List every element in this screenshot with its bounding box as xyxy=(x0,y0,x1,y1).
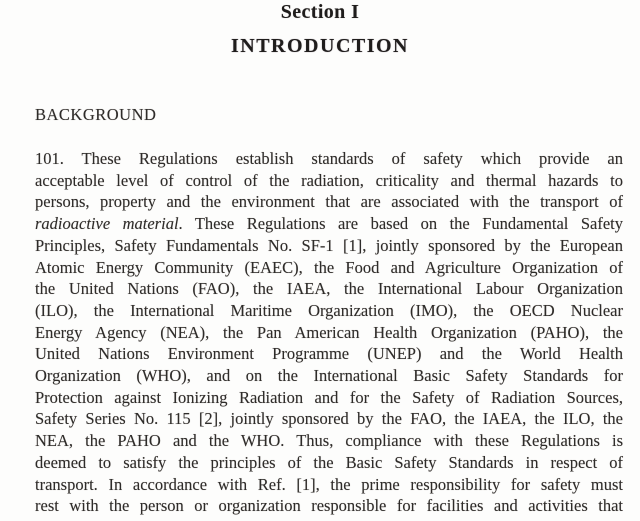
text-line: radioactive material. These Regulations are based on the Fundamental Safety xyxy=(35,214,623,234)
text-line: Atomic Energy Community (EAEC), the Food and Agriculture Organization of xyxy=(35,257,623,277)
paragraph-101 xyxy=(35,148,623,517)
text-line: Principles, Safety Fundamentals No. SF-1 [1], jointly sponsored by the European xyxy=(35,235,623,255)
text-line: NEA, the PAHO and the WHO. Thus, compliance with these Regulations is xyxy=(35,431,623,451)
text-line: acceptable level of control of the radiation, criticality and thermal hazards to xyxy=(35,170,623,190)
text-line: Safety Series No. 115 [2], jointly sponsored by the FAO, the IAEA, the ILO, the xyxy=(35,409,623,429)
chapter-heading: INTRODUCTION xyxy=(230,35,410,57)
text-line: Energy Agency (NEA), the Pan American Health Organization (PAHO), the xyxy=(35,322,623,342)
text-line: Protection against Ionizing Radiation and for the Safety of Radiation Sources, xyxy=(35,387,623,407)
background-subheading: BACKGROUND xyxy=(35,105,157,124)
text-line: deemed to satisfy the principles of the Basic Safety Standards in respect of xyxy=(35,452,623,472)
text-line: the United Nations (FAO), the IAEA, the International Labour Organization xyxy=(35,279,623,299)
text-line: United Nations Environment Programme (UNEP) and the World Health xyxy=(35,344,623,364)
text-line: (ILO), the International Maritime Organization (IMO), the OECD Nuclear xyxy=(35,300,623,320)
text-line: rest with the person or organization responsible for facilities and activities that xyxy=(35,496,623,516)
text-line: persons, property and the environment that are associated with the transport of xyxy=(35,192,623,212)
section-heading: Section I xyxy=(280,1,360,23)
text-line: 101. These Regulations establish standards of safety which provide an xyxy=(35,149,623,168)
text-line: transport. In accordance with Ref. [1], the prime responsibility for safety must xyxy=(35,474,623,494)
text-line: Organization (WHO), and on the International Basic Safety Standards for xyxy=(35,366,623,386)
